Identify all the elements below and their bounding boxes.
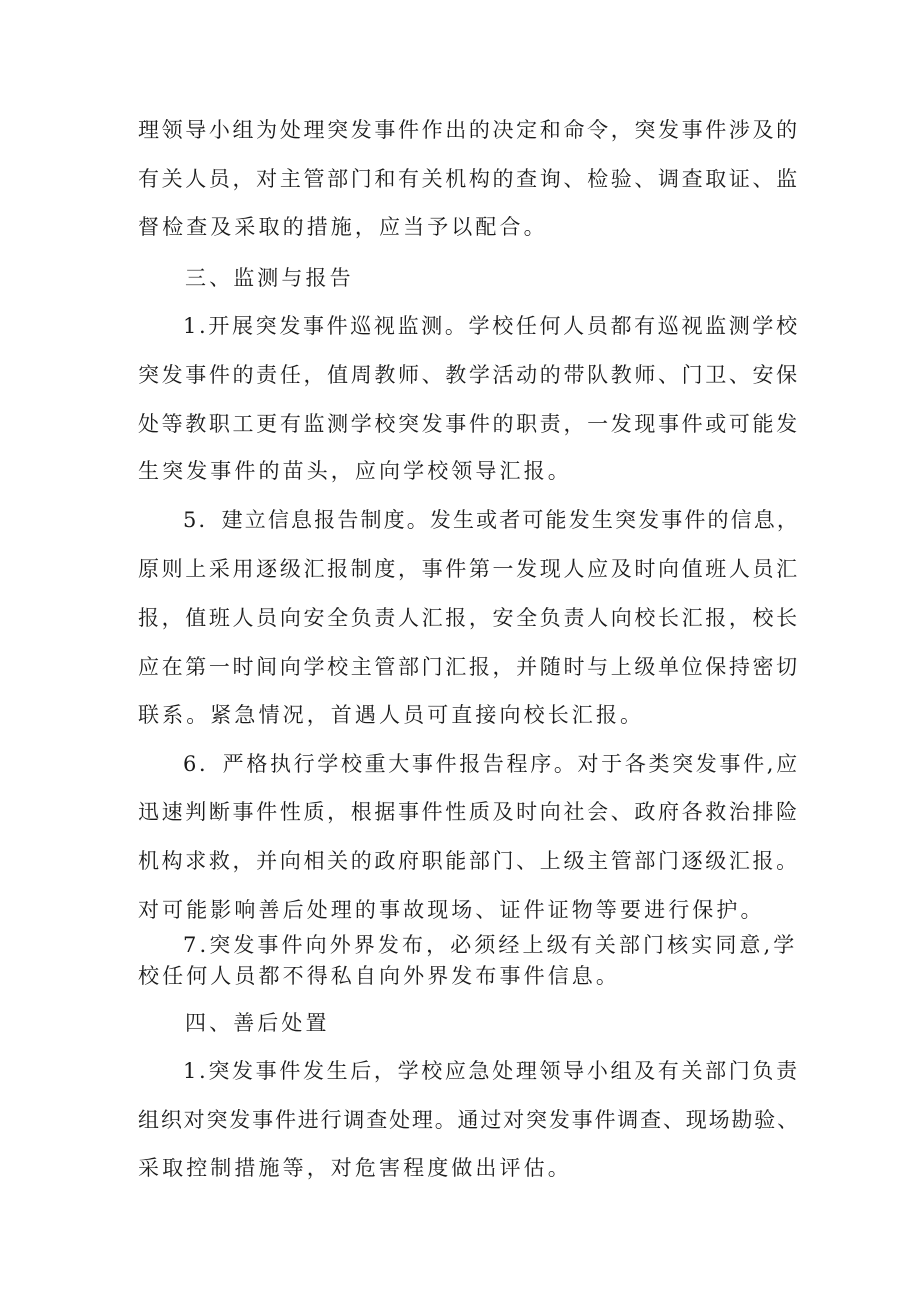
paragraph-first-line: 5．建立信息报告制度。发生或者可能发生突发事件的信息， [183, 508, 801, 532]
text-line: 报，值班人员向安全负责人汇报，安全负责人向校长汇报，校长 [138, 606, 800, 630]
text-line: 处等教职工更有监测学校突发事件的职责，一发现事件或可能发 [138, 412, 800, 436]
paragraph-first-line: 1.突发事件发生后，学校应急处理领导小组及有关部门负责 [183, 1059, 800, 1083]
text-line: 采取控制措施等，对危害程度做出评估。 [138, 1156, 572, 1180]
text-line: 生突发事件的苗头，应向学校领导汇报。 [138, 459, 572, 483]
text-line: 联系。紧急情况，首遇人员可直接向校长汇报。 [138, 703, 645, 727]
text-line: 机构求救，并向相关的政府职能部门、上级主管部门逐级汇报。 [138, 849, 800, 873]
paragraph-first-line: 6．严格执行学校重大事件报告程序。对于各类突发事件,应 [183, 752, 800, 776]
paragraph-first-line: 1.开展突发事件巡视监测。学校任何人员都有巡视监测学校 [183, 314, 800, 338]
text-line: 校任何人员都不得私自向外界发布事件信息。 [138, 964, 620, 988]
text-line: 对可能影响善后处理的事故现场、证件证物等要进行保护。 [138, 898, 765, 922]
text-line: 组织对突发事件进行调查处理。通过对突发事件调查、现场勘验、 [138, 1108, 800, 1132]
text-line: 督检查及采取的措施，应当予以配合。 [138, 215, 548, 239]
text-line: 有关人员，对主管部门和有关机构的查询、检验、调查取证、监 [138, 167, 800, 191]
text-line: 突发事件的责任，值周教师、教学活动的带队教师、门卫、安保 [138, 363, 800, 387]
text-line: 原则上采用逐级汇报制度，事件第一发现人应及时向值班人员汇 [138, 557, 800, 581]
text-line: 迅速判断事件性质，根据事件性质及时向社会、政府各救治排险 [138, 800, 800, 824]
section-heading: 三、监测与报告 [185, 266, 354, 290]
text-line: 应在第一时间向学校主管部门汇报，并随时与上级单位保持密切 [138, 655, 800, 679]
paragraph-first-line: 7.突发事件向外界发布，必须经上级有关部门核实同意,学 [183, 933, 798, 957]
section-heading: 四、善后处置 [185, 1011, 330, 1035]
text-line: 理领导小组为处理突发事件作出的决定和命令，突发事件涉及的 [138, 118, 800, 142]
